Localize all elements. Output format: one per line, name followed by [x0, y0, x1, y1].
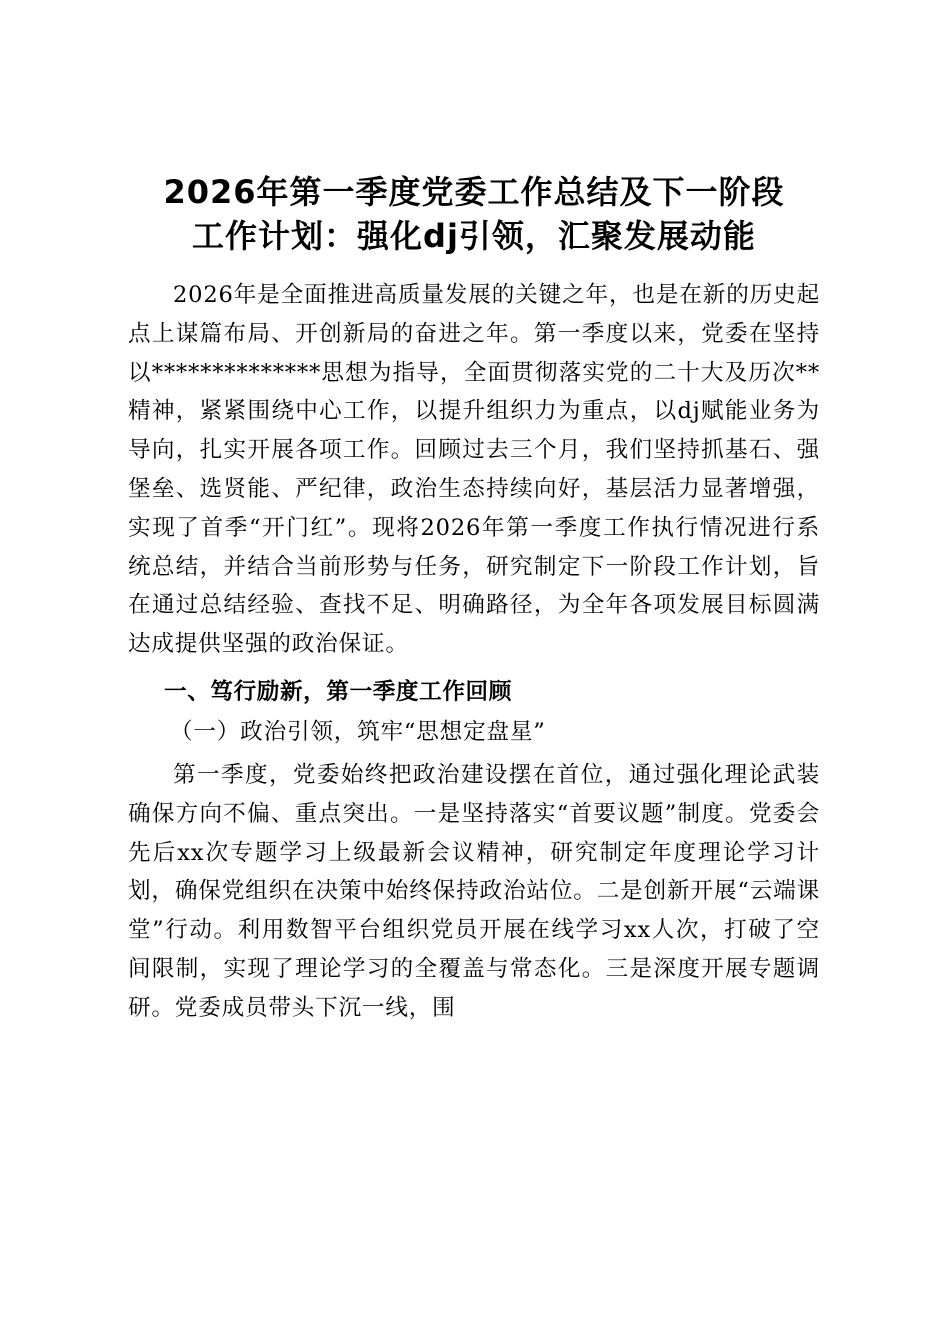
subsection-1-paragraph: 第一季度，党委始终把政治建设摆在首位，通过强化理论武装确保方向不偏、重点突出。一是坚持落实“首要议题”制度。党委会先后xx次专题学习上级最新会议精神，研究制定年度理论学习计划，确保党组织在决策中始终保持政治站位。二是创新开展“云端课堂”行动。利用数智平台组织党员开展在线学习xx人次，打破了空间限制，实现了理论学习的全覆盖与常态化。三是深度开展专题调研。党委成员带头下沉一线，围 [128, 761, 820, 1021]
document-title [128, 170, 820, 258]
intro-paragraph: 2026年是全面推进高质量发展的关键之年，也是在新的历史起点上谋篇布局、开创新局的奋进之年。第一季度以来，党委在坚持以**************思想为指导，全面贯彻落实党的二十大及历次**精神，紧紧围绕中心工作，以提升组织力为重点，以dj赋能业务为导向，扎实开展各项工作。回顾过去三个月，我们坚持抓基石、强堡垒、选贤能、严纪律，政治生态持续向好，基层活力显著增强，实现了首季“开门红”。现将2026年第一季度工作执行情况进行系统总结，并结合当前形势与任务，研究制定下一阶段工作计划，旨在通过总结经验、查找不足、明确路径，为全年各项发展目标圆满达成提供坚强的政治保证。 [128, 282, 820, 658]
title-line-1: 2026年第一季度党委工作总结及下一阶段 [163, 173, 785, 211]
document-content [128, 170, 820, 1028]
title-line-2: 工作计划：强化dj引领，汇聚发展动能 [192, 217, 756, 255]
subsection-1-heading: （一）政治引领，筑牢“思想定盘星” [170, 718, 546, 745]
section-1-heading: 一、笃行励新，第一季度工作回顾 [164, 678, 512, 705]
